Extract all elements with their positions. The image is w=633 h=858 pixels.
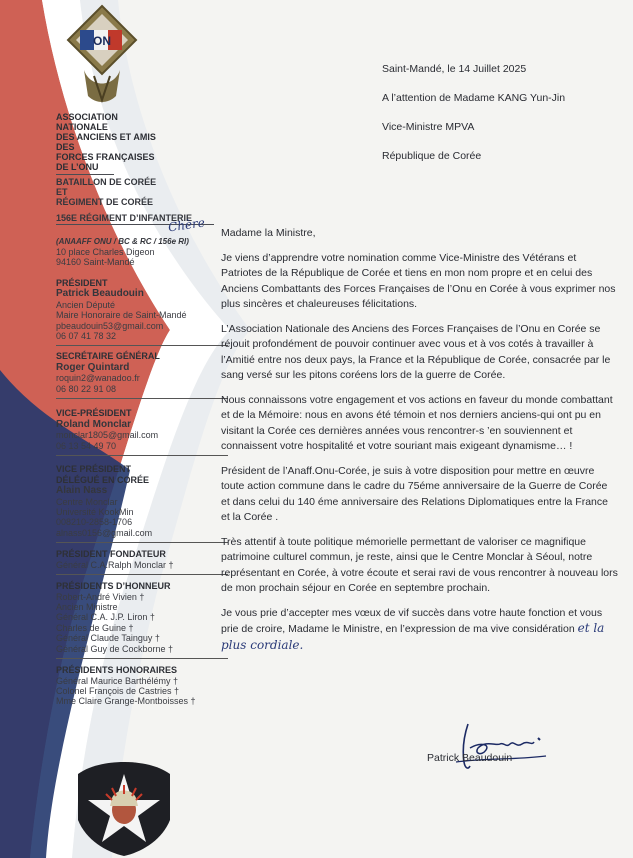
closing-paragraph [221, 606, 619, 655]
handwritten-margin-note: Chère [167, 215, 206, 235]
divider [56, 174, 114, 175]
vice-president-email: monclar1805@gmail.com [56, 430, 159, 441]
honor-president-line: Ancien Ministre [56, 602, 118, 612]
emblem-text: ON [93, 34, 111, 48]
attention-line: A l’attention de Madame KANG Yun-Jin [382, 92, 566, 104]
honor-president-line: Robert-André Vivien † [56, 591, 145, 602]
secretary-title: SECRÉTAIRE GÉNÉRAL [56, 351, 160, 362]
vice-president-phone: 06 13 54 49 70 [56, 440, 117, 451]
association-name [56, 112, 236, 172]
org-line: ASSOCIATION [56, 112, 118, 122]
honorary-president-line: Général Maurice Barthélémy † [56, 675, 179, 686]
honorary-president-line: Mme Claire Grange-Montboisses † [56, 696, 196, 707]
org-line: NATIONALE [56, 122, 108, 132]
association-abbreviation: (ANAAFF ONU / BC & RC / 156e RI) [56, 237, 189, 246]
letter-body [221, 226, 619, 663]
delegate-line: Centre Monclar [56, 496, 118, 507]
secretary-block [56, 351, 236, 399]
secretary-phone: 06 80 22 91 08 [56, 383, 117, 394]
handwritten-signature [434, 718, 564, 778]
honor-president-line: Général C.A. J.P. Liron † [56, 612, 155, 623]
honorary-presidents-block [56, 665, 236, 707]
letterhead-sidebar [56, 112, 236, 707]
delegate-email: alnass0156@gmail.com [56, 527, 153, 538]
president-phone: 06 07 41 78 32 [56, 331, 117, 342]
paragraph: Je viens d’apprendre votre nomination comme Vice-Ministre des Vétérans et Patriotes de la République de Corée et tiens en mon nom propre et en celui des Anciens Combattants des Forces Françaises de l’Onu en Corée à vous exprimer nos plus sincères et chaleureuses félicitations. [221, 251, 616, 310]
sub-org-line: RÉGIMENT DE CORÉE [56, 197, 154, 207]
divider [56, 345, 228, 346]
president-title: PRÉSIDENT [56, 277, 108, 288]
delegate-line: Université KookMin [56, 506, 134, 517]
division-badge [72, 760, 176, 858]
president-line: Maire Honoraire de Saint-Mandé [56, 310, 187, 321]
honorary-presidents-title: PRÉSIDENTS HONORAIRES [56, 665, 178, 676]
org-line: DES ANCIENS ET AMIS [56, 132, 156, 142]
president-email: pbeaudouin53@gmail.com [56, 320, 164, 331]
vice-president-title: VICE-PRÉSIDENT [56, 408, 132, 419]
delegate-block [56, 464, 236, 543]
org-line: DE L’ONU [56, 162, 99, 172]
delegate-phone: 008210-2858-1706 [56, 517, 133, 528]
signatory-name: Patrick Beaudouin [427, 752, 513, 764]
address-line: 10 place Charles Digeon [56, 247, 155, 257]
founder-block [56, 549, 236, 575]
divider [56, 398, 228, 399]
paragraph: Très attentif à toute politique mémorielle permettant de valoriser ce magnifique patrimoine culturel commun, je reste, ainsi que le Centre Monclar à Séoul, notre représentant en Corée, à votre écoute et serai ravi de vous rencontrer à nouveau lors de mon prochain séjour en Corée en septembre prochain. [221, 535, 618, 594]
recipient-position: Vice-Ministre MPVA [382, 121, 475, 133]
place-date: Saint-Mandé, le 14 Juillet 2025 [382, 63, 527, 75]
divider [56, 574, 228, 575]
president-block [56, 278, 236, 347]
vice-president-block [56, 408, 236, 456]
divider [56, 455, 228, 456]
regiment-name: 156E RÉGIMENT D’INFANTERIE [56, 213, 193, 223]
delegate-title: VICE PRÉSIDENT [56, 464, 132, 475]
founder-title: PRÉSIDENT FONDATEUR [56, 549, 166, 560]
honor-president-line: Général Claude Tainguy † [56, 633, 160, 644]
honor-president-line: Général Guy de Cockborne † [56, 643, 174, 654]
honor-presidents-title: PRÉSIDENTS D’HONNEUR [56, 581, 171, 592]
closing-text: Je vous prie d’accepter mes vœux de vif succès dans votre haute fonction et vous prie de croire, Madame le Ministre, en l’expression de ma vive considération [221, 606, 603, 635]
address-line: 94160 Saint-Mandé [56, 257, 135, 268]
vice-president-name: Roland Monclar [56, 418, 132, 430]
org-line: FORCES FRANÇAISES [56, 152, 155, 162]
sub-org-line: BATAILLON DE CORÉE [56, 177, 157, 187]
postal-address [56, 247, 236, 268]
recipient-country: République de Corée [382, 150, 482, 162]
divider [56, 658, 228, 659]
president-name: Patrick Beaudouin [56, 288, 144, 300]
signature-block [426, 718, 566, 788]
org-line: DES [56, 142, 75, 152]
secretary-email: roquin2@wanadoo.fr [56, 373, 140, 384]
president-line: Ancien Député [56, 299, 116, 310]
delegate-title: DÉLÉGUÉ EN CORÉE [56, 474, 150, 485]
honor-presidents-block [56, 581, 236, 659]
delegate-name: Alain Nass [56, 485, 108, 497]
honor-president-line: Charles de Guine † [56, 622, 134, 633]
paragraph: Nous connaissons votre engagement et vos actions en faveur du monde combattant et de la Mémoire: nous en avons été témoin et nos derniers anciens-qui ont pu en visitant la Corée ces dernières années vous rencontrer-s ’en souviennent et connaissent votre hospitalité et votre souriant mais exigeant dynamisme… ! [221, 393, 613, 452]
recipient-header [382, 62, 565, 163]
founder-line: Général C.A.Ralph Monclar † [56, 559, 174, 570]
divider [56, 542, 228, 543]
salutation: Madame la Ministre, [221, 227, 316, 239]
handwritten-closing: et la plus cordiale. [221, 621, 605, 652]
honorary-president-line: Colonel François de Castries † [56, 685, 180, 696]
paragraph: Président de l’Anaff.Onu-Corée, je suis à votre disposition pour mettre en œuvre toute action commune dans le cadre du 75éme anniversaire de la Guerre de Corée et dans celui du 140 éme anniversaire des Relations Diplomatiques entre la France et la Corée . [221, 464, 608, 523]
sub-org-line: ET [56, 187, 68, 197]
battalion-name [56, 177, 236, 207]
paragraph: L’Association Nationale des Anciens des Forces Françaises de l’Onu en Corée se réjouit profondément de pouvoir continuer avec vous et à vos cotés à travailler à l’Amitié entre nos deux pays, la France et la République de Corée, consacrée par le sang versé sur les pitons coréens lors de la guerre de Corée. [221, 322, 611, 381]
association-emblem [64, 4, 140, 108]
secretary-name: Roger Quintard [56, 361, 130, 373]
